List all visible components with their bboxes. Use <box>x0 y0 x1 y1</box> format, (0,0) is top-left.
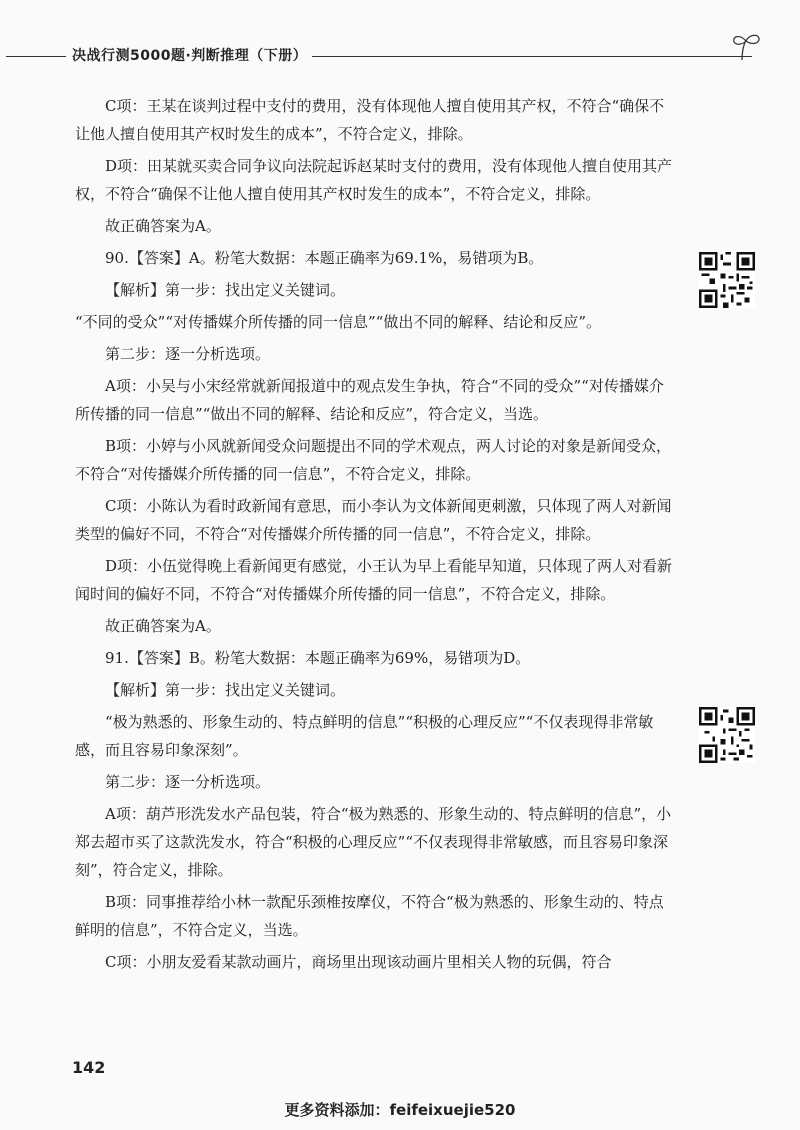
paragraph-option-a-q91: A项：葫芦形洗发水产品包装，符合“极为熟悉的、形象生动的、特点鲜明的信息”，小郑去超市买了这款洗发水，符合“积极的心理反应”“不仅表现得非常敏感，而且容易印象深刻”，符合定义，排除。 <box>75 805 672 879</box>
paragraph-analysis-step1-q90: 【解析】第一步：找出定义关键词。 <box>105 281 346 299</box>
qr-code-icon <box>699 707 755 763</box>
paragraph-option-c-q89: C项：王某在谈判过程中支付的费用，没有体现他人擅自使用其产权，不符合“确保不让他人擅自使用其产权时发生的成本”，不符合定义，排除。 <box>75 97 665 143</box>
header-rule-left <box>6 56 66 57</box>
page-body <box>75 92 675 980</box>
paragraph-option-b-q91: B项：同事推荐给小林一款配乐颈椎按摩仪，不符合“极为熟悉的、形象生动的、特点鲜明的信息”，不符合定义，当选。 <box>75 893 664 939</box>
paragraph-step2-q90: 第二步：逐一分析选项。 <box>105 345 271 363</box>
header-rule-right <box>312 56 752 57</box>
paragraph-step2-q91: 第二步：逐一分析选项。 <box>105 773 271 791</box>
paragraph-option-c-q91: C项：小朋友爱看某款动画片，商场里出现该动画片里相关人物的玩偶，符合 <box>105 953 612 971</box>
paragraph-keywords-q91: “极为熟悉的、形象生动的、特点鲜明的信息”“积极的心理反应”“不仅表现得非常敏感，而且容易印象深刻”。 <box>75 713 654 759</box>
paragraph-analysis-step1-q91: 【解析】第一步：找出定义关键词。 <box>105 681 346 699</box>
running-header <box>0 42 800 72</box>
paragraph-option-d-q89: D项：田某就买卖合同争议向法院起诉赵某时支付的费用，没有体现他人擅自使用其产权，不符合“确保不让他人擅自使用其产权时发生的成本”，不符合定义，排除。 <box>75 157 673 203</box>
header-title: 决战行测5000题·判断推理（下册） <box>72 48 308 64</box>
paragraph-keywords-q90: “不同的受众”“对传播媒介所传播的同一信息”“做出不同的解释、结论和反应”。 <box>75 313 602 331</box>
footer-note: 更多资料添加：feifeixuejie520 <box>284 1101 516 1119</box>
page-number: 142 <box>72 1058 106 1077</box>
paragraph-answer-header-q91: 91.【答案】B。粉笔大数据：本题正确率为69%，易错项为D。 <box>105 649 531 667</box>
paragraph-option-d-q90: D项：小伍觉得晚上看新闻更有感觉，小王认为早上看能早知道，只体现了两人对看新闻时间的偏好不同，不符合“对传播媒介所传播的同一信息”，不符合定义，排除。 <box>75 557 673 603</box>
paragraph-answer-q89: 故正确答案为A。 <box>105 217 221 235</box>
paragraph-answer-header-q90: 90.【答案】A。粉笔大数据：本题正确率为69.1%，易错项为B。 <box>105 249 544 267</box>
sprout-icon <box>728 32 764 60</box>
paragraph-option-a-q90: A项：小吴与小宋经常就新闻报道中的观点发生争执，符合“不同的受众”“对传播媒介所传播的同一信息”“做出不同的解释、结论和反应”，符合定义，当选。 <box>75 377 664 423</box>
paragraph-option-c-q90: C项：小陈认为看时政新闻有意思，而小李认为文体新闻更刺激，只体现了两人对新闻类型的偏好不同，不符合“对传播媒介所传播的同一信息”，不符合定义，排除。 <box>75 497 672 543</box>
paragraph-answer-q90: 故正确答案为A。 <box>105 617 221 635</box>
paragraph-option-b-q90: B项：小婷与小风就新闻受众问题提出不同的学术观点，两人讨论的对象是新闻受众，不符合“对传播媒介所传播的同一信息”，不符合定义，排除。 <box>75 437 672 483</box>
qr-code-icon <box>699 252 755 308</box>
